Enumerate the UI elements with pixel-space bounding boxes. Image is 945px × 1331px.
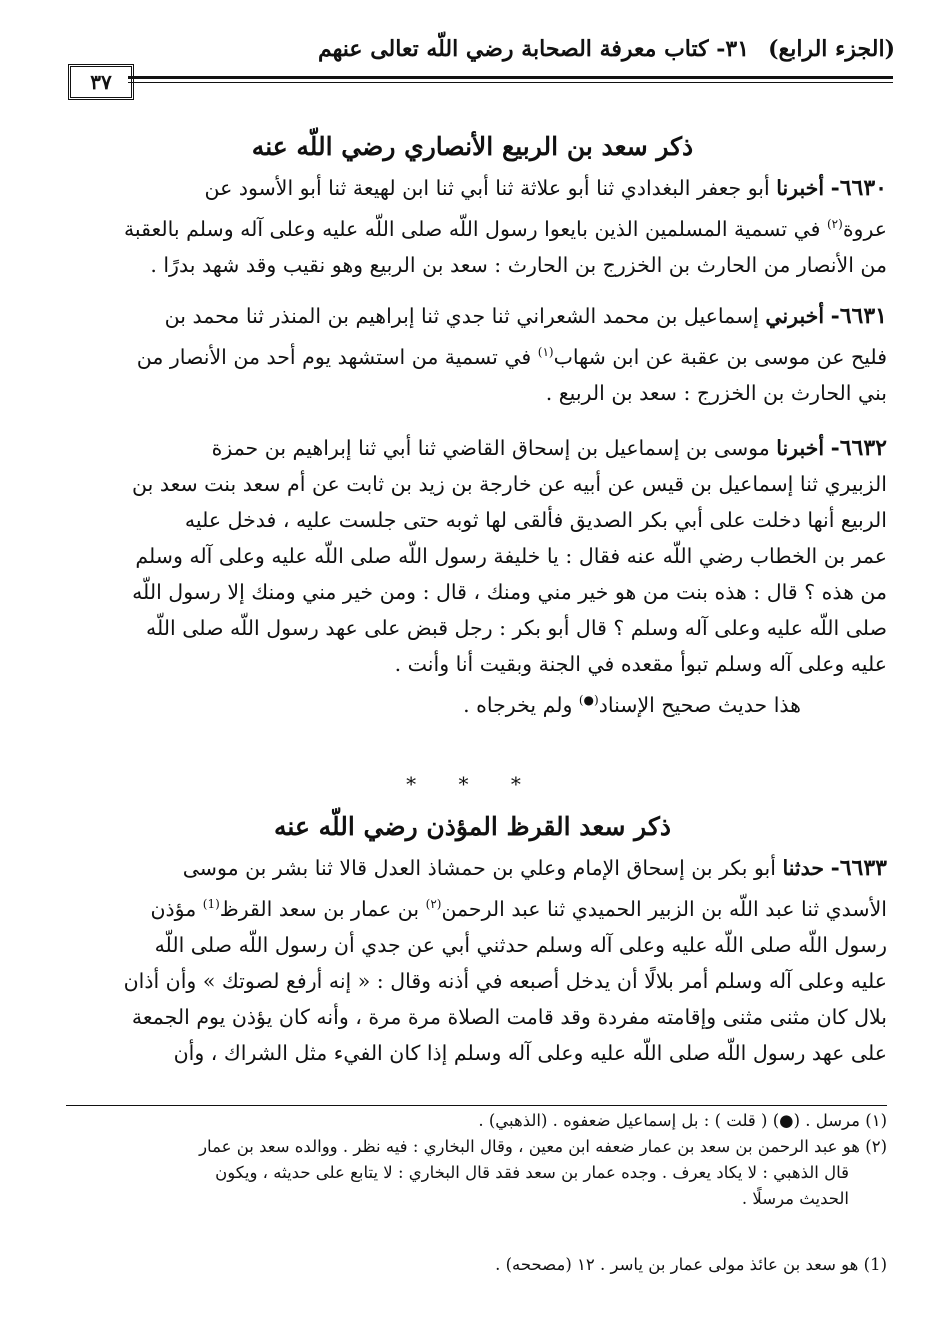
text-line: [62, 430, 887, 466]
text-span: موسى بن إسماعيل بن إسحاق القاضي ثنا أبي ثنا إبراهيم بن حمزة: [211, 436, 770, 460]
hadith-number: ٦٦٣٠-: [830, 175, 887, 201]
text-line: عليه وعلى آله وسلم أمر بلالًا أن يدخل أصبعه في أذنه وقال : « إنه أرفع لصوتك » وأن أذان: [123, 968, 887, 993]
footnote-ref: (1): [202, 897, 220, 911]
footnote-ref: (٢): [826, 217, 843, 231]
text-span: مؤذن: [150, 896, 203, 921]
footnote-editor: (1) هو سعد بن عائذ مولى عمار بن ياسر . ١٢ (مصححه) .: [495, 1255, 887, 1274]
text-line: [62, 298, 887, 334]
footnotes-block: [62, 1108, 887, 1212]
text-line: الربيع أنها دخلت على أبي بكر الصديق فألقى لها ثوبه حتى جلست عليه ، فدخل عليه: [184, 508, 887, 532]
hadith-6633: [62, 850, 887, 1071]
footnote-ref: (●): [578, 693, 599, 707]
hadith-number: ٦٦٣٢-: [830, 435, 887, 461]
text-span: فليح عن موسى بن عقبة عن ابن شهاب: [553, 344, 887, 369]
grading-line: [62, 682, 887, 723]
hadith-6630: [62, 170, 887, 283]
text-span: في تسمية من استشهد يوم أحد من الأنصار من: [136, 344, 538, 369]
text-line: عليه وعلى آله وسلم تبوأ مقعده في الجنة وبقيت أنا وأنت .: [394, 652, 887, 676]
text-span: هذا حديث صحيح الإسناد: [598, 692, 801, 717]
footnote-ref: (٢): [425, 897, 442, 911]
text-line: بني الحارث بن الخزرج : سعد بن الربيع .: [545, 380, 887, 405]
header-rule-thin: [128, 82, 893, 83]
hadith-number: ٦٦٣٣-: [830, 855, 887, 881]
section-heading-saad-al-qaraz: ذكر سعد القرظ المؤذن رضي اللّه عنه: [274, 812, 671, 841]
narration-keyword: أخبرنا: [776, 176, 825, 200]
text-line: [62, 206, 887, 247]
hadith-number: ٦٦٣١-: [830, 303, 887, 329]
header-rule-thick: [128, 76, 893, 79]
text-line: [62, 850, 887, 886]
text-span: إسماعيل بن محمد الشعراني ثنا جدي ثنا إبراهيم بن المنذر ثنا محمد بن: [164, 304, 759, 328]
text-line: بلال كان مثنى مثنى وإقامته مفردة وقد قامت الصلاة مرة مرة ، وأنه كان يؤذن يوم الجمعة: [131, 1004, 887, 1029]
volume-label: (الجزء الرابع): [768, 36, 895, 62]
footnote-2-line: الحديث مرسلًا .: [741, 1189, 849, 1208]
book-title: ٣١- كتاب معرفة الصحابة رضي اللّه تعالى عنهم: [318, 36, 750, 62]
text-line: على عهد رسول اللّه صلى اللّه عليه وعلى آله وسلم إذا كان الفيء مثل الشراك ، وأن: [173, 1040, 887, 1065]
footnote-2-line: قال الذهبي : لا يكاد يعرف . وجده عمار بن سعد فقد قال البخاري : لا يتابع على حديثه ، ويكون: [215, 1163, 849, 1182]
narration-keyword: أخبرنا: [776, 436, 825, 460]
footnote-ref: (١): [537, 345, 554, 359]
narration-keyword: أخبرني: [765, 304, 825, 328]
text-line: من الأنصار من الحارث بن الخزرج بن الحارث : سعد بن الربيع وهو نقيب وقد شهد بدرًا .: [150, 252, 887, 277]
text-span: ولم يخرجاه .: [463, 692, 579, 717]
editor-footnote: [62, 1252, 887, 1278]
text-line: [62, 170, 887, 206]
text-line: [62, 886, 887, 927]
page-number: ٣٧: [68, 64, 134, 100]
text-line: صلى اللّه عليه وعلى آله وسلم ؟ قال أبو بكر : رجل قبض على عهد رسول اللّه صلى اللّه: [145, 616, 887, 640]
section-heading-saad-ibn-rabi: ذكر سعد بن الربيع الأنصاري رضي اللّه عنه: [251, 132, 694, 161]
narration-keyword: حدثنا: [782, 856, 825, 880]
footnote-2-line: (٢) هو عبد الرحمن بن سعد بن عمار ضعفه ابن معين ، وقال البخاري : فيه نظر . ووالده سعد بن عمار: [199, 1137, 887, 1156]
text-span: أبو جعفر البغدادي ثنا أبو علاثة ثنا أبي ثنا ابن لهيعة ثنا أبو الأسود عن: [204, 176, 770, 200]
hadith-6632: [62, 430, 887, 723]
text-line: الزبيري ثنا إسماعيل بن قيس عن أبيه عن خارجة بن زيد بن ثابت عن أم سعد بنت سعد بن: [132, 472, 887, 496]
section-separator-stars: * * *: [406, 772, 539, 796]
text-span: بن عمار بن سعد القرظ: [219, 896, 426, 921]
text-span: في تسمية المسلمين الذين بايعوا رسول اللّه صلى اللّه عليه وعلى آله وسلم بالعقبة: [123, 216, 827, 241]
text-span: الأسدي ثنا عبد اللّه بن الزبير الحميدي ثنا عبد الرحمن: [441, 896, 887, 921]
text-span: أبو بكر بن إسحاق الإمام وعلي بن حمشاذ العدل قالا ثنا بشر بن موسى: [182, 856, 776, 880]
text-line: عمر بن الخطاب رضي اللّه عنه فقال : يا خليفة رسول اللّه صلى اللّه عليه وعلى آله وسلم: [135, 544, 887, 568]
text-line: [62, 334, 887, 375]
text-line: رسول اللّه صلى اللّه عليه وعلى آله وسلم حدثني أبي عن جدي أن رسول اللّه صلى اللّه: [154, 932, 887, 957]
hadith-6631: [62, 298, 887, 411]
running-header: [68, 36, 895, 70]
footnote-rule: [66, 1105, 887, 1106]
text-line: من هذه ؟ قال : هذه بنت من هو خير مني ومنك ، قال : ومن خير مني ومنك إلا رسول اللّه: [132, 580, 887, 604]
text-span: عروة: [842, 216, 887, 241]
footnote-1: (١) مرسل . (●) ( قلت ) : بل إسماعيل ضعفوه . (الذهبي) .: [478, 1111, 887, 1130]
